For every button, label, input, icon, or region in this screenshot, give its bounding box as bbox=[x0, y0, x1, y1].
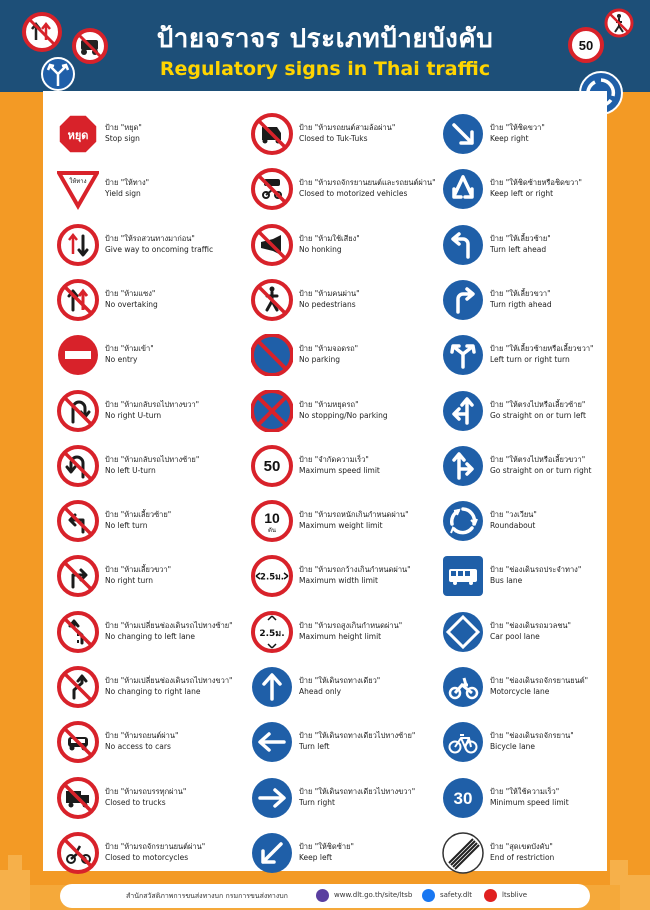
sign-label-thai: ป้าย "ให้เดินรถทางเดียว" bbox=[299, 676, 381, 685]
sign-label-english: No honking bbox=[299, 244, 342, 254]
sign-label-english: No changing to left lane bbox=[105, 631, 196, 641]
sign-label bbox=[490, 233, 551, 255]
sign-label-thai: ป้าย "ห้ามหยุดรถ" bbox=[299, 399, 359, 409]
no-parking-icon bbox=[251, 334, 293, 376]
sign-label-english: No overtaking bbox=[105, 299, 158, 309]
sign-label-thai: ป้าย "หยุด" bbox=[105, 123, 142, 132]
web-icon bbox=[316, 889, 329, 902]
sign-label-thai: ป้าย "ช่องเดินรถจักรยาน" bbox=[490, 731, 574, 741]
sign-label-english: Bus lane bbox=[490, 576, 523, 586]
sign-label-english: No entry bbox=[105, 355, 138, 365]
ahead-only-icon bbox=[251, 666, 293, 708]
sign-label-english: Minimum speed limit bbox=[490, 797, 569, 807]
sign-label bbox=[490, 454, 591, 476]
sign-label-thai: ป้าย "ห้ามแซง" bbox=[105, 288, 156, 298]
sign-label-thai: ป้าย "ให้ใช้ความเร็ว" bbox=[490, 786, 560, 796]
no-trucks-icon bbox=[57, 777, 99, 819]
sign-label-thai: ป้าย "ช่องเดินรถประจำทาง" bbox=[490, 565, 582, 575]
left-or-right-decor-icon bbox=[40, 56, 76, 92]
no-left-uturn-icon bbox=[57, 445, 99, 487]
give-way-oncoming-icon bbox=[57, 224, 99, 266]
sign-label-english: Closed to motorized vehicles bbox=[299, 189, 408, 199]
roundabout-icon bbox=[442, 500, 484, 542]
sign-label bbox=[490, 509, 537, 531]
sign-label-english: Maximum weight limit bbox=[299, 521, 383, 531]
sign-label bbox=[299, 786, 415, 808]
sign-label bbox=[105, 288, 158, 310]
sign-label-thai: ป้าย "ห้ามคนผ่าน" bbox=[299, 288, 360, 298]
svg-text:ให้ทาง: ให้ทาง bbox=[69, 178, 87, 186]
sign-label bbox=[490, 122, 545, 144]
sign-label-thai: ป้าย "สุดเขตบังคับ" bbox=[490, 841, 553, 851]
footer-bar bbox=[60, 884, 590, 908]
sign-label-english: No right turn bbox=[105, 576, 153, 586]
no-pedestrians-icon bbox=[251, 279, 293, 321]
sign-label bbox=[490, 620, 571, 642]
sign-label-thai: ป้าย "ให้เลี้ยวซ้าย" bbox=[490, 233, 551, 243]
sign-label-thai: ป้าย "ให้รถสวนทางมาก่อน" bbox=[105, 233, 195, 243]
sign-label-english: Stop sign bbox=[105, 134, 140, 143]
sign-label-english: End of restriction bbox=[490, 852, 555, 862]
no-change-left-lane-icon bbox=[57, 611, 99, 653]
bicycle-lane-icon bbox=[442, 721, 484, 763]
no-overtaking-decor-icon bbox=[22, 12, 62, 52]
sign-label-english: Keep left bbox=[299, 852, 333, 862]
sign-label bbox=[299, 620, 402, 642]
sign-label bbox=[299, 675, 380, 697]
sign-label-thai: ป้าย "ห้ามรถกว้างเกินกำหนดผ่าน" bbox=[299, 565, 411, 575]
sign-label-english: Maximum width limit bbox=[299, 576, 378, 586]
sign-label bbox=[105, 122, 142, 144]
no-left-turn-icon bbox=[57, 500, 99, 542]
keep-left-or-right-icon bbox=[442, 168, 484, 210]
sign-label-english: No stopping/No parking bbox=[299, 410, 388, 420]
sign-label-english: Keep left or right bbox=[490, 189, 554, 199]
sign-label bbox=[299, 122, 395, 144]
max-speed-icon bbox=[251, 445, 293, 487]
sign-label-thai: ป้าย "ให้ชิดซ้ายหรือชิดขวา" bbox=[490, 178, 582, 188]
sign-label-english: Ahead only bbox=[299, 687, 342, 696]
sign-label bbox=[105, 786, 186, 808]
sign-label-thai: ป้าย "ห้ามรถบรรทุกผ่าน" bbox=[105, 786, 187, 796]
sign-label-thai: ป้าย "ห้ามรถหนักเกินกำหนดผ่าน" bbox=[299, 510, 409, 520]
sign-label-english: Closed to Tuk-Tuks bbox=[299, 134, 368, 143]
sign-label-english: Go straight on or turn left bbox=[490, 410, 586, 420]
svg-text:50: 50 bbox=[578, 38, 594, 53]
sign-label-thai: ป้าย "ห้ามเข้า" bbox=[105, 344, 154, 354]
bus-lane-icon bbox=[442, 555, 484, 597]
sign-label-english: Turn left ahead bbox=[490, 244, 547, 254]
sign-label-thai: ป้าย "ให้ทาง" bbox=[105, 178, 150, 188]
sign-label-english: Bicycle lane bbox=[490, 742, 536, 752]
sign-label-english: Go straight on or turn right bbox=[490, 465, 592, 475]
yield-sign-icon bbox=[57, 168, 99, 210]
sign-label bbox=[105, 399, 199, 421]
min-speed-icon bbox=[442, 777, 484, 819]
sign-label-thai: ป้าย "ห้ามเลี้ยวขวา" bbox=[105, 565, 172, 575]
stop-sign-icon bbox=[57, 113, 99, 155]
turn-right-only-icon bbox=[251, 777, 293, 819]
no-overtaking-icon bbox=[57, 279, 99, 321]
sign-label-thai: ป้าย "ห้ามรถสูงเกินกำหนดผ่าน" bbox=[299, 620, 403, 630]
sign-label-thai: ป้าย "ห้ามรถยนต์ผ่าน" bbox=[105, 731, 179, 741]
sign-label-thai: ป้าย "ห้ามกลับรถไปทางขวา" bbox=[105, 399, 200, 409]
no-honking-icon bbox=[251, 224, 293, 266]
sign-label bbox=[105, 343, 154, 365]
sign-label bbox=[299, 509, 409, 531]
car-pool-lane-icon bbox=[442, 611, 484, 653]
sign-label bbox=[490, 177, 582, 199]
footer-org: สำนักสวัสดิภาพการขนส่งทางบก กรมการขนส่งทางบก bbox=[126, 892, 288, 900]
sign-label-english: Motorcycle lane bbox=[490, 687, 550, 696]
sign-label-english: No changing to right lane bbox=[105, 687, 201, 696]
sign-label-thai: ป้าย "ช่องเดินรถจักรยานยนต์" bbox=[490, 676, 589, 685]
sign-label-english: Car pool lane bbox=[490, 631, 540, 641]
page-title-english: Regulatory signs in Thai traffic bbox=[159, 58, 491, 80]
sign-label bbox=[490, 675, 588, 697]
sign-label-english: No parking bbox=[299, 355, 340, 365]
sign-label-english: Maximum speed limit bbox=[299, 465, 380, 475]
footer-facebook[interactable]: safety.dlt bbox=[440, 891, 472, 899]
sign-label bbox=[299, 454, 380, 476]
page-title-thai: ป้ายจราจร ประเภทป้ายบังคับ bbox=[156, 24, 494, 54]
sign-label-english: No pedestrians bbox=[299, 299, 356, 309]
sign-label-english: No left U-turn bbox=[105, 465, 156, 475]
no-cars-icon bbox=[57, 721, 99, 763]
sign-label bbox=[490, 343, 594, 365]
max-height-icon bbox=[251, 611, 293, 653]
svg-text:ตัน: ตัน bbox=[268, 527, 276, 535]
sign-label bbox=[299, 564, 411, 586]
sign-label-english: Turn left bbox=[299, 742, 330, 752]
sign-label bbox=[105, 454, 199, 476]
straight-or-left-icon bbox=[442, 390, 484, 432]
sign-label-english: Turn right bbox=[299, 797, 335, 807]
no-motor-vehicles-icon bbox=[251, 168, 293, 210]
sign-label bbox=[105, 233, 213, 255]
sign-label-thai: ป้าย "ให้เลี้ยวขวา" bbox=[490, 288, 551, 298]
sign-label-thai: ป้าย "ห้ามใช้เสียง" bbox=[299, 233, 360, 243]
sign-label bbox=[105, 177, 149, 199]
svg-text:30: 30 bbox=[453, 788, 473, 808]
sign-label-english: Give way to oncoming traffic bbox=[105, 244, 214, 254]
sign-label-english: Maximum height limit bbox=[299, 631, 382, 641]
sign-label bbox=[105, 509, 171, 531]
sign-label-thai: ป้าย "ห้ามเปลี่ยนช่องเดินรถไปทางซ้าย" bbox=[105, 620, 233, 630]
motorcycle-lane-icon bbox=[442, 666, 484, 708]
sign-label bbox=[299, 288, 360, 310]
svg-text:10: 10 bbox=[264, 510, 280, 527]
svg-text:2.5ม.: 2.5ม. bbox=[260, 572, 284, 583]
svg-text:หยุด: หยุด bbox=[67, 129, 89, 142]
max-weight-icon bbox=[251, 500, 293, 542]
sign-label bbox=[299, 177, 436, 199]
sign-label-thai: ป้าย "ห้ามรถจักรยานยนต์ผ่าน" bbox=[105, 841, 206, 851]
sign-label-thai: ป้าย "ห้ามจอดรถ" bbox=[299, 344, 359, 354]
sign-label bbox=[105, 620, 233, 642]
no-right-turn-icon bbox=[57, 555, 99, 597]
sign-label bbox=[490, 786, 569, 808]
keep-right-icon bbox=[442, 113, 484, 155]
sign-label-thai: ป้าย "ให้เดินรถทางเดียวไปทางซ้าย" bbox=[299, 731, 416, 741]
sign-label-english: Left turn or right turn bbox=[490, 355, 570, 365]
no-tuktuk-decor-icon bbox=[72, 28, 108, 64]
sign-label-english: No right U-turn bbox=[105, 410, 162, 420]
sign-label-english: No access to cars bbox=[105, 742, 171, 752]
sign-label-thai: ป้าย "ห้ามเลี้ยวซ้าย" bbox=[105, 510, 172, 520]
footer-website[interactable]: www.dlt.go.th/site/ltsb bbox=[334, 891, 413, 899]
facebook-icon bbox=[422, 889, 435, 902]
turn-left-only-icon bbox=[251, 721, 293, 763]
turn-left-ahead-icon bbox=[442, 224, 484, 266]
svg-text:2.5ม.: 2.5ม. bbox=[259, 628, 285, 639]
sign-label bbox=[299, 730, 415, 752]
sign-label-english: Roundabout bbox=[490, 521, 536, 531]
sign-label-english: No left turn bbox=[105, 521, 148, 531]
max-width-icon bbox=[251, 555, 293, 597]
sign-label-thai: ป้าย "ให้เดินรถทางเดียวไปทางขวา" bbox=[299, 786, 416, 796]
sign-label bbox=[490, 730, 574, 752]
sign-label bbox=[105, 730, 178, 752]
signs-panel bbox=[43, 91, 607, 871]
footer-youtube[interactable]: ltsblive bbox=[502, 891, 528, 899]
no-tuktuk-icon bbox=[251, 113, 293, 155]
sign-label-thai: ป้าย "ให้ตรงไปหรือเลี้ยวขวา" bbox=[490, 454, 586, 464]
sign-label-thai: ป้าย "ให้ตรงไปหรือเลี้ยวซ้าย" bbox=[490, 399, 586, 409]
sign-label-thai: ป้าย "ให้เลี้ยวซ้ายหรือเลี้ยวขวา" bbox=[490, 344, 594, 354]
sign-label bbox=[299, 399, 388, 421]
sign-label-thai: ป้าย "ห้ามรถจักรยานยนต์และรถยนต์ผ่าน" bbox=[299, 178, 436, 188]
sign-label bbox=[299, 343, 358, 365]
no-pedestrians-decor-icon bbox=[604, 8, 634, 38]
sign-label bbox=[490, 564, 581, 586]
sign-label-english: Closed to trucks bbox=[105, 797, 166, 807]
sign-label-english: Yield sign bbox=[105, 189, 141, 199]
turn-right-ahead-icon bbox=[442, 279, 484, 321]
straight-or-right-icon bbox=[442, 445, 484, 487]
no-right-uturn-icon bbox=[57, 390, 99, 432]
sign-label-thai: ป้าย "ให้ชิดขวา" bbox=[490, 123, 545, 132]
left-or-right-turn-icon bbox=[442, 334, 484, 376]
sign-label-thai: ป้าย "ให้ชิดซ้าย" bbox=[299, 841, 354, 851]
sign-label-thai: ป้าย "จำกัดความเร็ว" bbox=[299, 454, 369, 464]
sign-label-thai: ป้าย "ห้ามรถยนต์สามล้อผ่าน" bbox=[299, 123, 396, 132]
sign-label-thai: ป้าย "วงเวียน" bbox=[490, 510, 537, 520]
no-entry-icon bbox=[57, 334, 99, 376]
no-change-right-lane-icon bbox=[57, 666, 99, 708]
sign-label-thai: ป้าย "ห้ามกลับรถไปทางซ้าย" bbox=[105, 454, 200, 464]
sign-label bbox=[105, 564, 171, 586]
sign-label bbox=[299, 233, 360, 255]
sign-label-english: Keep right bbox=[490, 134, 529, 143]
sign-label bbox=[105, 675, 232, 697]
youtube-icon bbox=[484, 889, 497, 902]
sign-label-english: Closed to motorcycles bbox=[105, 852, 189, 862]
sign-label-english: Turn rigth ahead bbox=[490, 299, 552, 309]
no-stopping-icon bbox=[251, 390, 293, 432]
speed-limit-decor-icon bbox=[568, 27, 604, 63]
sign-label-thai: ป้าย "ช่องเดินรถมวลชน" bbox=[490, 620, 572, 630]
svg-text:50: 50 bbox=[263, 457, 281, 475]
sign-label-thai: ป้าย "ห้ามเปลี่ยนช่องเดินรถไปทางขวา" bbox=[105, 676, 233, 685]
sign-label bbox=[490, 288, 552, 310]
sign-label bbox=[490, 399, 586, 421]
